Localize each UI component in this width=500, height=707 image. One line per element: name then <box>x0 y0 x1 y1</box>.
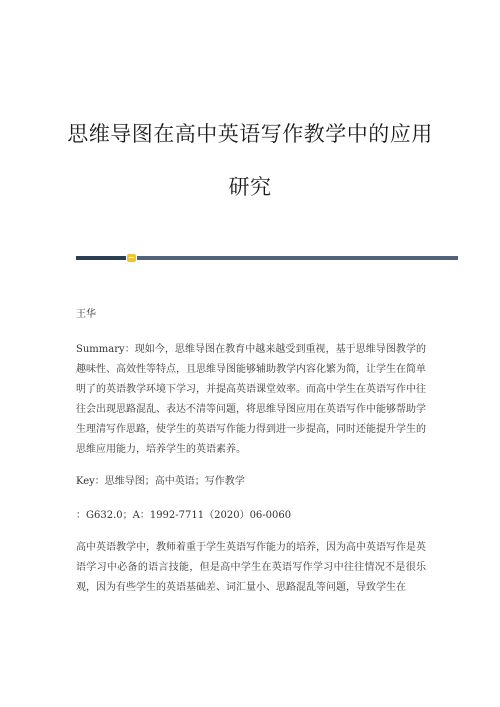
main-paragraph: 高中英语教学中，教师着重于学生英语写作能力的培养，因为高中英语写作是英语学习中必备的语言技能，但是高中学生在英语写作学习中往往情况不是很乐观，因为有些学生的英语基础差、词汇量小、思路混乱等问题，导致学生在 <box>76 542 426 593</box>
keywords-line: Key：思维导图；高中英语；写作教学 <box>76 476 245 487</box>
divider-ornament-icon <box>127 254 136 262</box>
title-line-2: 研究 <box>228 175 272 199</box>
summary-paragraph: Summary：现如今，思维导图在教育中越来越受到重视，基于思维导图教学的趣味性、高效性等特点，且思维导图能够辅助教学内容化繁为简，让学生在简单明了的英语教学环境下学习，并提高英语课堂效率。而高中学生在英语写作中往往会出现思路混乱、表达不清等问题，将思维导图应用在英语写作中能够帮助学生理清写作思路，使学生的英语写作能力得到进一步提高，同时还能提升学生的思维应用能力，培养学生的英语素养。 <box>76 344 426 455</box>
title-divider <box>76 255 458 261</box>
author-name: 王华 <box>76 309 96 320</box>
divider-bar-right <box>137 256 458 260</box>
classification-line: ：G632.0；A：1992-7711（2020）06-0060 <box>76 510 292 521</box>
article-body <box>76 305 426 598</box>
title-line-1: 思维导图在高中英语写作教学中的应用 <box>67 122 433 146</box>
divider-bar-left <box>76 256 126 260</box>
